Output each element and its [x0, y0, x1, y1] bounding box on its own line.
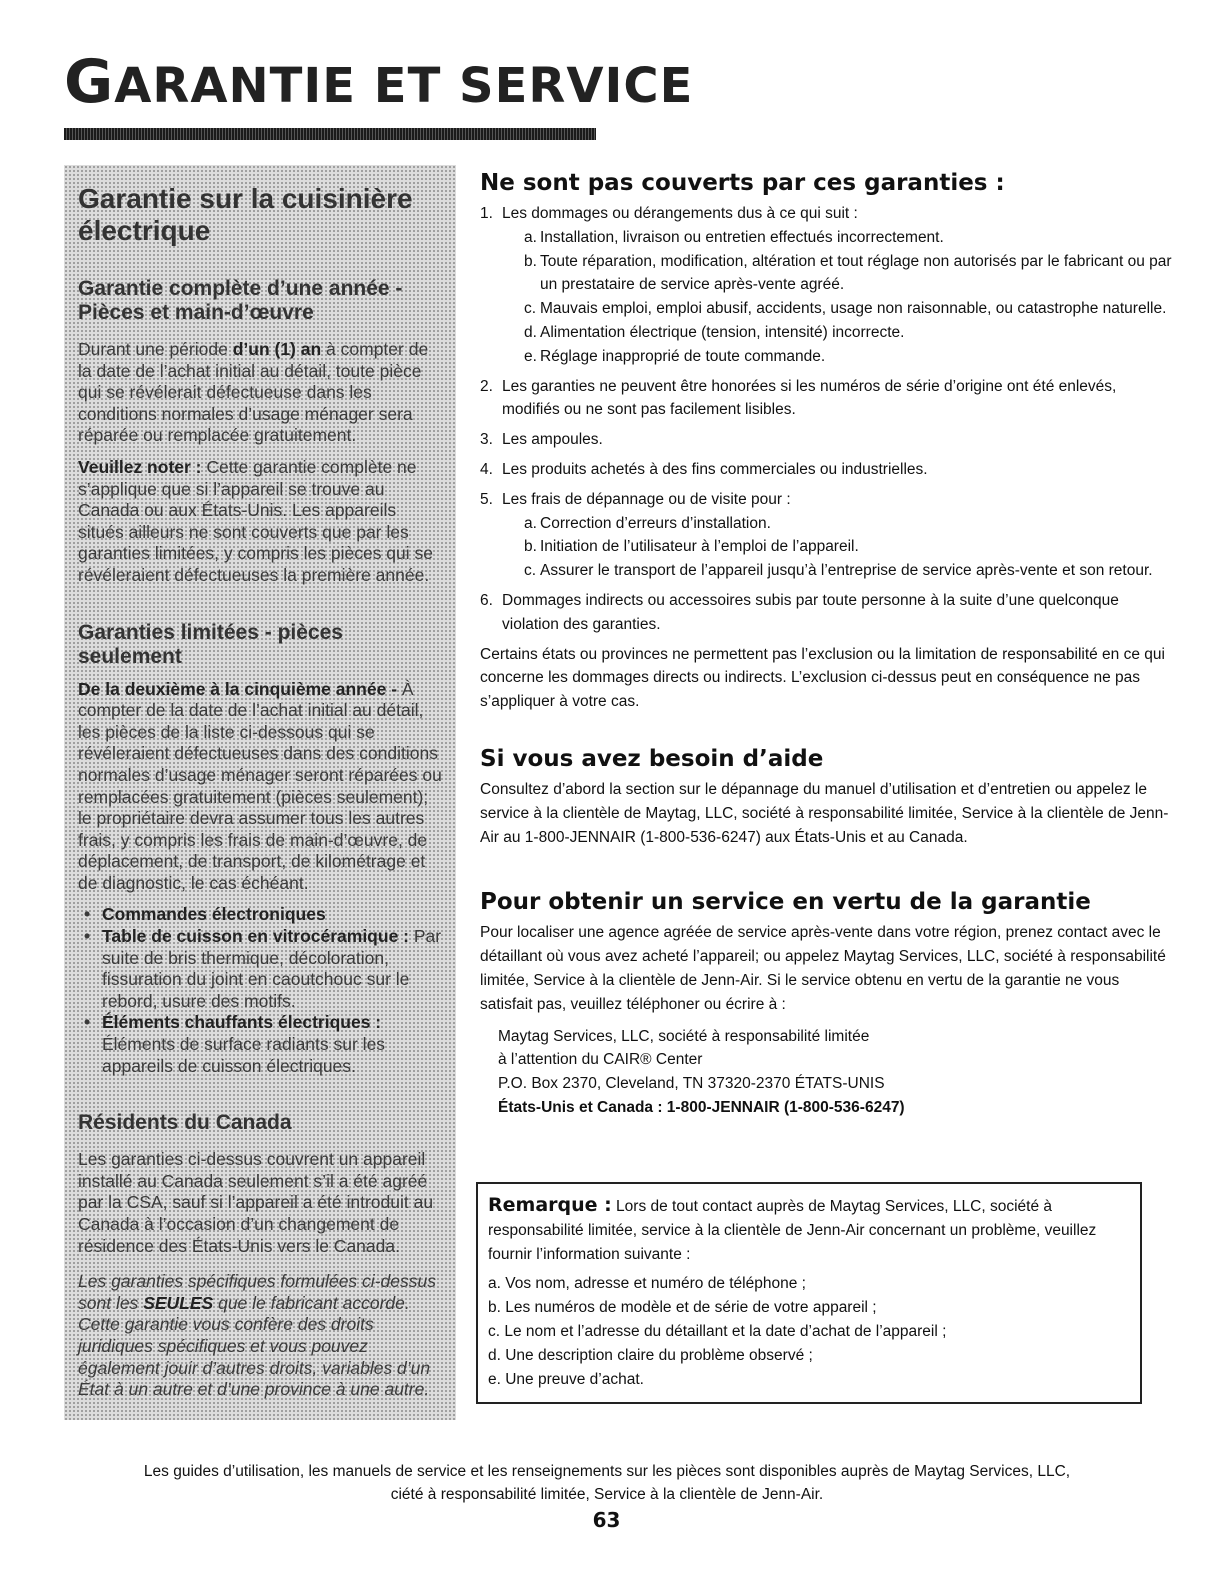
item-text: Dommages indirects ou accessoires subis par toute personne à la suite d’une quelconque violation des garanties.: [502, 591, 1119, 633]
help-text: Consultez d’abord la section sur le dépannage du manuel d’utilisation et d’entretien ou appelez le service à la clientèle de Maytag, LLC, société à responsabilité limitée, Service à la clientèle de Jenn-Air au 1-800-JENNAIR (1-800-536-6247) aux États-Unis et au Canada.: [480, 780, 1169, 846]
sub-item-text: Correction d’erreurs d’installation.: [540, 514, 771, 532]
sub-item: [502, 512, 1176, 536]
sub-item-text: Réglage inapproprié de toute commande.: [540, 347, 826, 365]
item-text: Les produits achetés à des fins commerciales ou industrielles.: [502, 460, 928, 478]
address-phone-text: États-Unis et Canada : 1-800-JENNAIR (1-800-536-6247): [498, 1098, 905, 1116]
page-footer: [64, 1460, 1150, 1506]
title-initial: G: [64, 47, 115, 117]
item-number: 6.: [480, 591, 493, 609]
liability-disclaimer: Certains états ou provinces ne permettent pas l’exclusion ou la limitation de responsabilité en ce qui concerne les dommages directs ou indirects. L’exclusion ci-dessus peut en conséquence ne pas s’appliquer à votre cas.: [480, 645, 1165, 711]
item-text: Les dommages ou dérangements dus à ce qui suit :: [502, 205, 858, 222]
sub-item-text: Assurer le transport de l’appareil jusqu’à l’entreprise de service après-vente et son retour.: [540, 562, 1153, 580]
remark-list: [488, 1272, 1128, 1391]
canada-heading: Résidents du Canada: [78, 1111, 292, 1135]
covered-part-text: Éléments de surface radiants sur les appareils de cuisson électriques.: [102, 1034, 386, 1076]
covered-part-title: Table de cuisson en vitrocéramique :: [102, 926, 409, 947]
sub-item-letter: e.: [524, 347, 537, 365]
title-rest: ARANTIE ET SERVICE: [114, 58, 694, 114]
full-warranty-paragraph: [78, 339, 444, 447]
not-covered-item: [480, 202, 1176, 369]
rights-paragraph: [78, 1271, 444, 1401]
footer-line: ciété à responsabilité limitée, Service à la clientèle de Jenn-Air.: [390, 1486, 824, 1503]
rights-emphasis: SEULES: [143, 1292, 214, 1313]
title-underline: [64, 128, 596, 140]
covered-part-title: Éléments chauffants électriques :: [102, 1012, 382, 1033]
covered-part-text: Par suite de bris thermique, décoloration, fissuration du joint en caoutchouc sur le rebord, usure des motifs.: [102, 926, 442, 1011]
covered-part-item: [78, 1012, 444, 1077]
sub-item-text: Alimentation électrique (tension, intensité) incorrecte.: [540, 323, 905, 341]
covered-part-title: Commandes électroniques: [102, 904, 326, 925]
sub-item: [502, 535, 1176, 559]
not-covered-item: [480, 458, 1176, 482]
sub-item: [502, 250, 1176, 298]
sub-item-text: Toute réparation, modification, altération et tout réglage non autorisés par le fabricant ou par un prestataire de service après-vente agréé.: [540, 252, 1172, 294]
not-covered-list: [480, 202, 1176, 637]
remark-text: Lors de tout contact auprès de Maytag Services, LLC, société à responsabilité limitée, service à la clientèle de Jenn-Air concernant un problème, veuillez fournir l’information suivante :: [488, 1198, 1097, 1263]
limited-warranty-text: À compter de la date de l’achat initial au détail, les pièces de la liste ci-dessous qui se révéleraient défectueuses dans des conditions normales d’usage ménager seront réparées ou remplacées gratuitement (pièces seulement); le propriétaire devra assumer tous les autres frais, y compris les frais de main-d’œuvre, de déplacement, de transport, de kilométrage et de diagnostic, le cas échéant.: [78, 678, 442, 893]
address-phone: [498, 1096, 1176, 1120]
sub-item-letter: b.: [524, 252, 537, 270]
remark-box: [476, 1182, 1142, 1404]
sub-item: [502, 226, 1176, 250]
remark-item: a. Vos nom, adresse et numéro de téléphone ;: [488, 1275, 806, 1293]
help-heading: Si vous avez besoin d’aide: [480, 745, 824, 772]
main-column: [480, 168, 1176, 1120]
item-text: Les ampoules.: [502, 431, 603, 449]
covered-parts-list: [78, 904, 444, 1077]
sub-item-letter: a.: [524, 228, 537, 246]
rights-text-b: que le fabricant accorde. Cette garantie vous confère des droits juridiques spécifiques et vous pouvez également jouir d’autres droits, variables d’un État à un autre et d’une province à une autre.: [78, 1292, 431, 1400]
not-covered-heading: Ne sont pas couverts par ces garanties :: [480, 170, 1005, 196]
item-number: 3.: [480, 431, 493, 449]
sub-item-text: Mauvais emploi, emploi abusif, accidents, usage non raisonnable, ou catastrophe naturelle.: [540, 300, 1167, 318]
remark-item: d. Une description claire du problème observé ;: [488, 1346, 813, 1364]
full-warranty-lead: Durant une période: [78, 339, 228, 359]
sub-item: [502, 297, 1176, 321]
address-line: Maytag Services, LLC, société à responsabilité limitée: [498, 1027, 870, 1045]
sub-item-text: Initiation de l’utilisateur à l’emploi de l’appareil.: [540, 538, 859, 556]
not-covered-item: [480, 375, 1176, 423]
warranty-sidebar: [64, 165, 456, 1420]
canada-text: Les garanties ci-dessus couvrent un appareil installé au Canada seulement s’il a été agréé par la CSA, sauf si l’appareil a été introduit au Canada à l’occasion d’un changement de résidence des États-Unis vers le Canada.: [78, 1149, 434, 1256]
service-text: Pour localiser une agence agréée de service après-vente dans votre région, prenez contact avec le détaillant où vous avez acheté l’appareil; ou appelez Maytag Services, LLC, société à responsabilité limitée, Service à la clientèle de Jenn-Air. Si le service obtenu en vertu de la garantie ne vous satisfait pas, veuillez téléphoner ou écrire à :: [480, 924, 1166, 1013]
not-covered-item: [480, 589, 1176, 637]
remark-paragraph: [488, 1194, 1128, 1266]
limited-warranty-paragraph: [78, 679, 444, 895]
item-number: 4.: [480, 460, 493, 478]
note-text: Cette garantie complète ne s’applique que si l’appareil se trouve au Canada ou aux États-Unis. Les appareils situés ailleurs ne sont couverts que par les garanties limitées, y compris les pièces qui se révéleraient défectueuses la première année.: [78, 456, 434, 585]
note-paragraph: [78, 457, 444, 587]
covered-part-item: [78, 904, 444, 926]
rights-text-a: Les garanties spécifiques formulées ci-dessus sont les: [78, 1271, 436, 1313]
not-covered-item: [480, 488, 1176, 583]
sub-item-letter: d.: [524, 323, 537, 341]
sub-item-letter: b.: [524, 538, 537, 556]
service-address: [480, 1025, 1176, 1120]
full-warranty-duration: d’un (1) an: [232, 339, 322, 359]
sub-item-letter: c.: [524, 562, 537, 580]
sub-item: [502, 321, 1176, 345]
remark-item: c. Le nom et l’adresse du détaillant et la date d’achat de l’appareil ;: [488, 1322, 947, 1340]
remark-item: b. Les numéros de modèle et de série de votre appareil ;: [488, 1299, 877, 1317]
item-number: 1.: [480, 205, 493, 222]
page-title: [64, 47, 694, 117]
sidebar-title: Garantie sur la cuisinière électrique: [78, 183, 413, 246]
sub-item: [502, 345, 1176, 369]
page-number: 63: [592, 1508, 621, 1532]
remark-label: Remarque :: [488, 1194, 612, 1216]
remark-item: e. Une preuve d’achat.: [488, 1370, 644, 1388]
note-label: Veuillez noter :: [78, 456, 202, 477]
address-line: à l’attention du CAIR® Center: [498, 1051, 703, 1069]
limited-warranty-heading: Garanties limitées - pièces seulement: [78, 620, 343, 668]
address-line: P.O. Box 2370, Cleveland, TN 37320-2370 ÉTATS-UNIS: [498, 1075, 885, 1093]
limited-warranty-period: De la deuxième à la cinquième année -: [78, 678, 398, 699]
sub-item: [502, 559, 1176, 583]
item-text: Les frais de dépannage ou de visite pour :: [502, 490, 791, 508]
service-heading: Pour obtenir un service en vertu de la garantie: [480, 889, 1091, 916]
sub-list: [502, 226, 1176, 369]
item-text: Les garanties ne peuvent être honorées si les numéros de série d’origine ont été enlevés, modifiés ou ne sont pas facilement lisibles.: [502, 377, 1117, 419]
sub-item-letter: a.: [524, 514, 537, 532]
sub-item-letter: c.: [524, 300, 537, 318]
full-warranty-text: à compter de la date de l’achat initial au détail, toute pièce qui se révélerait défectueuse dans les conditions normales d’usage ménager sera réparée ou remplacée gratuitement.: [78, 339, 429, 446]
footer-line: Les guides d’utilisation, les manuels de service et les renseignements sur les pièces sont disponibles auprès de Maytag Services, LLC,: [143, 1463, 1071, 1480]
full-warranty-heading: Garantie complète d’une année - Pièces et main-d’œuvre: [78, 277, 403, 324]
sub-item-text: Installation, livraison ou entretien effectués incorrectement.: [540, 228, 944, 246]
item-number: 5.: [480, 490, 493, 508]
sub-list: [502, 512, 1176, 583]
not-covered-item: [480, 428, 1176, 452]
item-number: 2.: [480, 377, 493, 395]
covered-part-item: [78, 926, 444, 1012]
